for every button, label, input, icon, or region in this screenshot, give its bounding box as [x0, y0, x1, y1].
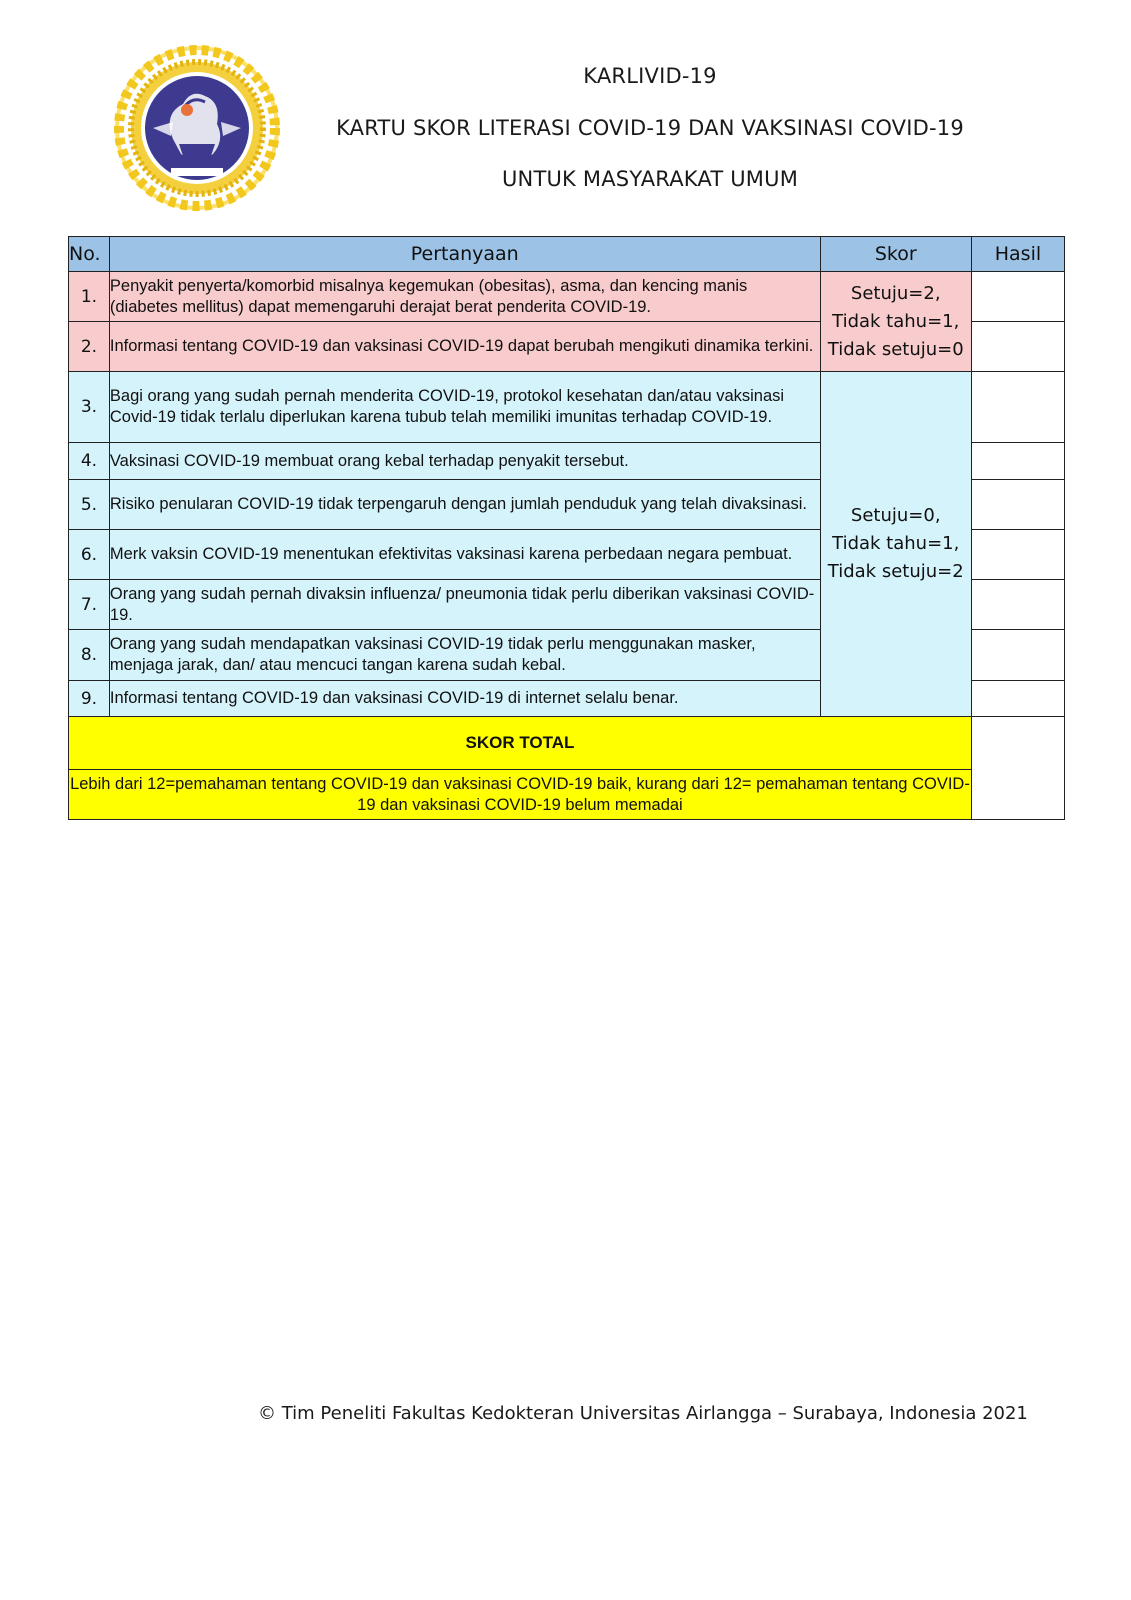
table-header-row — [69, 237, 1065, 272]
card-title-block — [300, 60, 1000, 191]
question-text: Risiko penularan COVID-19 tidak terpengaruh dengan jumlah penduduk yang telah divaksinasi. — [109, 480, 820, 530]
question-text: Penyakit penyerta/komorbid misalnya kegemukan (obesitas), asma, dan kencing manis (diabetes mellitus) dapat memengaruhi derajat berat penderita COVID-19. — [109, 272, 820, 322]
result-cell[interactable] — [971, 580, 1064, 630]
row-number: 1. — [69, 272, 110, 322]
copyright-footer: © Tim Peneliti Fakultas Kedokteran Universitas Airlangga – Surabaya, Indonesia 2021 — [258, 1403, 1028, 1424]
question-text: Informasi tentang COVID-19 dan vaksinasi COVID-19 di internet selalu benar. — [109, 681, 820, 717]
score-rule-line: Setuju=2, — [850, 282, 941, 304]
result-cell[interactable] — [971, 372, 1064, 443]
card-acronym: KARLIVID-19 — [583, 64, 717, 88]
score-interpretation: Lebih dari 12=pemahaman tentang COVID-19 dan vaksinasi COVID-19 baik, kurang dari 12= pemahaman tentang COVID-19 dan vaksinasi COVID-19 belum memadai — [69, 770, 972, 820]
question-text: Bagi orang yang sudah pernah menderita COVID-19, protokol kesehatan dan/atau vaksinasi Covid-19 tidak terlalu diperlukan karena tubub telah memiliki imunitas terhadap COVID-19. — [109, 372, 820, 443]
score-rule-line: Tidak tahu=1, — [832, 533, 960, 554]
result-cell[interactable] — [971, 480, 1064, 530]
score-rule-positive — [820, 272, 971, 372]
result-cell[interactable] — [971, 443, 1064, 480]
result-cell[interactable] — [971, 272, 1064, 322]
total-result-cell[interactable] — [971, 717, 1064, 820]
table-row — [69, 372, 1065, 443]
row-number: 4. — [69, 443, 110, 480]
interpretation-row — [69, 770, 1065, 820]
score-rule-line: Tidak tahu=1, — [832, 310, 960, 332]
row-number: 6. — [69, 530, 110, 580]
score-rule-line: Tidak setuju=0 — [827, 338, 964, 360]
question-text: Informasi tentang COVID-19 dan vaksinasi COVID-19 dapat berubah mengikuti dinamika terkini. — [109, 322, 820, 372]
header-question: Pertanyaan — [109, 237, 820, 272]
header-result: Hasil — [971, 237, 1064, 272]
header-score: Skor — [820, 237, 971, 272]
score-rule-line: Setuju=0, — [850, 505, 941, 526]
result-cell[interactable] — [971, 630, 1064, 681]
total-label: SKOR TOTAL — [69, 717, 972, 770]
table-row — [69, 272, 1065, 322]
score-rule-negative — [820, 372, 971, 717]
question-text: Orang yang sudah pernah divaksin influenza/ pneumonia tidak perlu diberikan vaksinasi COVID-19. — [109, 580, 820, 630]
card-title: KARTU SKOR LITERASI COVID-19 DAN VAKSINASI COVID-19 — [336, 116, 964, 140]
result-cell[interactable] — [971, 322, 1064, 372]
score-card-table — [68, 236, 1065, 820]
row-number: 9. — [69, 681, 110, 717]
score-rule-line: Tidak setuju=2 — [827, 561, 964, 582]
row-number: 5. — [69, 480, 110, 530]
row-number: 3. — [69, 372, 110, 443]
university-seal-logo — [113, 44, 281, 212]
question-text: Orang yang sudah mendapatkan vaksinasi COVID-19 tidak perlu menggunakan masker, menjaga jarak, dan/ atau mencuci tangan karena sudah kebal. — [109, 630, 820, 681]
result-cell[interactable] — [971, 681, 1064, 717]
total-row — [69, 717, 1065, 770]
row-number: 2. — [69, 322, 110, 372]
row-number: 8. — [69, 630, 110, 681]
question-text: Vaksinasi COVID-19 membuat orang kebal terhadap penyakit tersebut. — [109, 443, 820, 480]
result-cell[interactable] — [971, 530, 1064, 580]
row-number: 7. — [69, 580, 110, 630]
card-subtitle: UNTUK MASYARAKAT UMUM — [501, 167, 799, 191]
header-no: No. — [69, 237, 110, 272]
question-text: Merk vaksin COVID-19 menentukan efektivitas vaksinasi karena perbedaan negara pembuat. — [109, 530, 820, 580]
